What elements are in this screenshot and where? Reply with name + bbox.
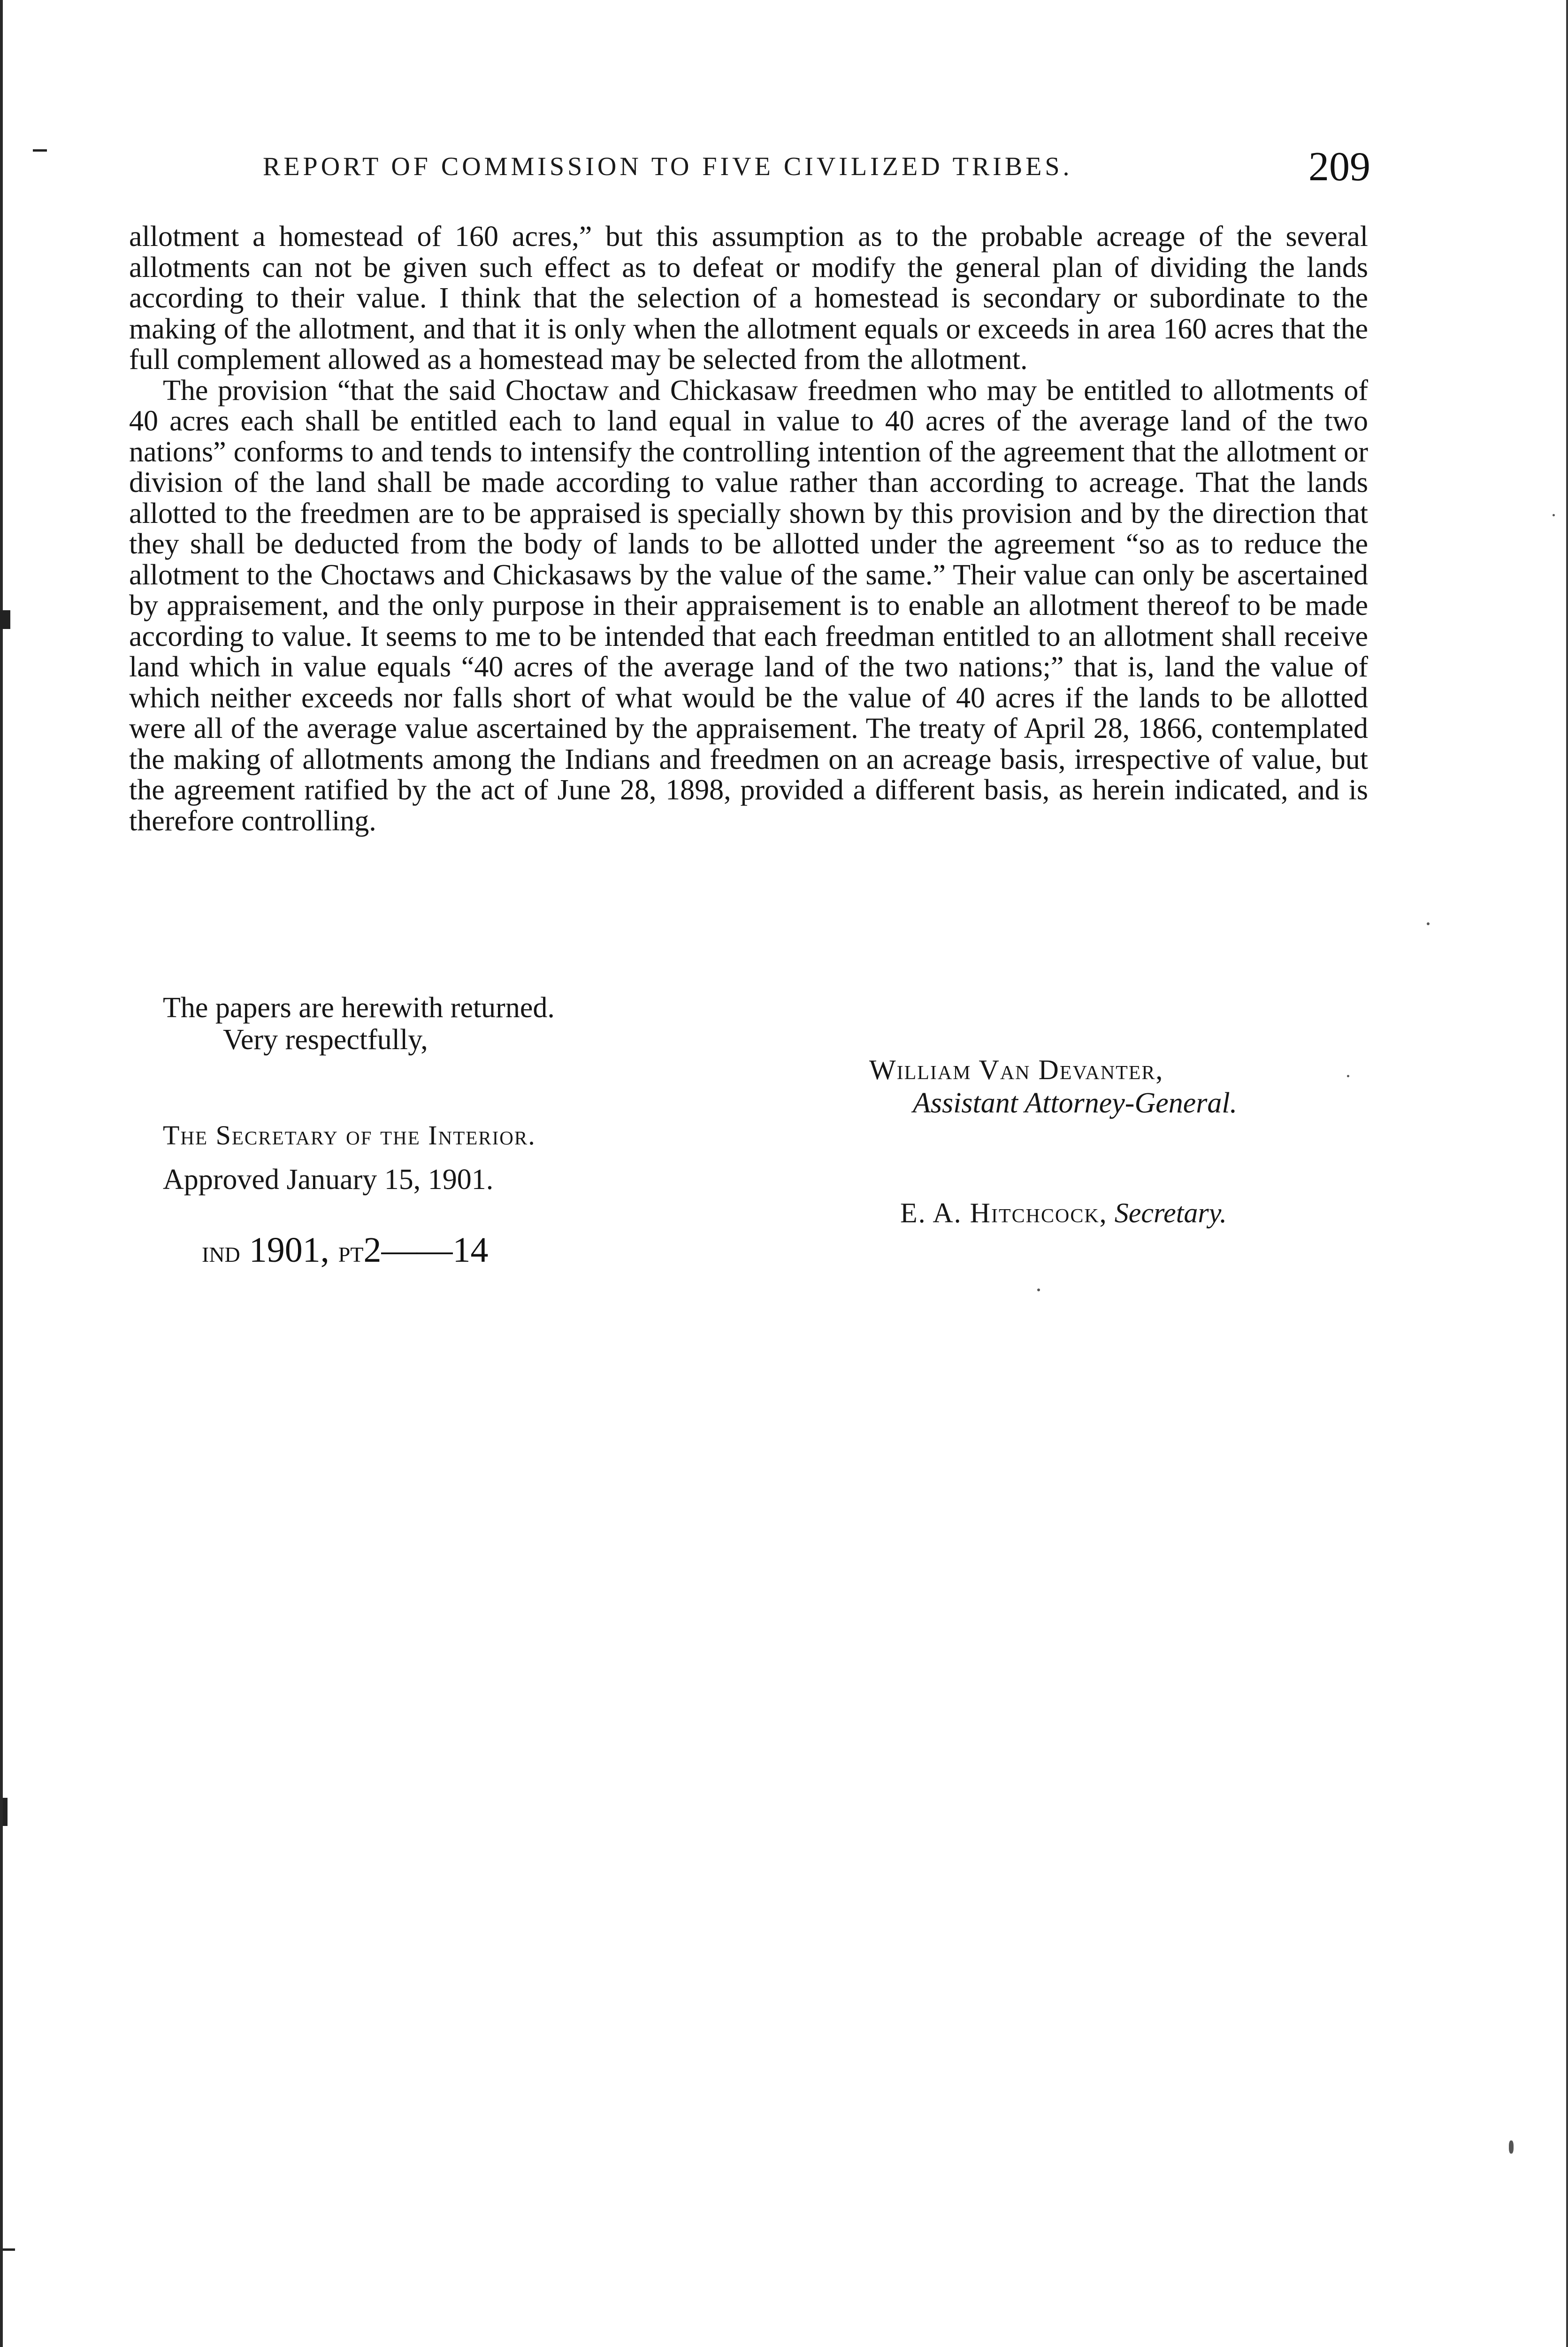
secretary-signature (900, 1197, 1227, 1229)
body-paragraph-1: allotment a homestead of 160 acres,” but this assumption as to the probable acreage of the several allotments can not be given such effect as to defeat or modify the general plan of dividing the lands according to their value. I think that the selection of a homestead is secondary or subordinate to the making of the allotment, and that it is only when the allotment equals or exceeds in area 160 acres that the full complement allowed as a homestead may be selected from the allotment. (129, 221, 1368, 376)
closing-respectfully: Very respectfully, (223, 1024, 428, 1056)
signatory-name: William Van Devanter, (869, 1054, 1164, 1085)
scan-speck-5 (1509, 2140, 1514, 2154)
secretary-name: E. A. Hitchcock, (900, 1197, 1108, 1228)
running-title: REPORT OF COMMISSION TO FIVE CIVILIZED TRIBES. (263, 152, 1073, 181)
closing-returned: The papers are herewith returned. (163, 992, 555, 1024)
scan-mark-top-left (33, 149, 47, 152)
scan-mark-left-1 (0, 610, 10, 629)
scan-speck-4 (1347, 1075, 1349, 1077)
secretary-title: Secretary. (1114, 1197, 1227, 1228)
signature-mark-prefix: ind (202, 1235, 240, 1269)
scan-speck-2 (1427, 922, 1430, 925)
addressee: The Secretary of the Interior. (163, 1120, 536, 1150)
signatory-title: Assistant Attorney-General. (913, 1087, 1238, 1119)
body-text (129, 222, 1368, 836)
signature-mark-part-value: 2——14 (363, 1230, 489, 1270)
scan-speck-3 (1037, 1289, 1040, 1291)
scan-mark-left-2 (3, 1798, 8, 1826)
scan-left-edge (0, 0, 3, 2347)
scan-speck-1 (1553, 514, 1555, 516)
running-head (131, 143, 1370, 190)
body-paragraph-2: The provision “that the said Choctaw and Chickasaw freedmen who may be entitled to allotments of 40 acres each shall be entitled each to land equal in value to 40 acres of the average land of the two nations” conforms to and tends to intensify the controlling intention of the agreement that the allotment or division of the land shall be made according to value rather than according to acreage. That the lands allotted to the freedmen are to be appraised is specially shown by this provision and by the direction that they shall be deducted from the body of lands to be allotted under the agreement “so as to reduce the allotment to the Choctaws and Chickasaws by the value of the same.” Their value can only be ascertained by appraisement, and the only purpose in their appraisement is to enable an allotment thereof to be made according to value. It seems to me to be intended that each freedman entitled to an allotment shall receive land which in value equals “40 acres of the average land of the two nations;” that is, land the value of which neither exceeds nor falls short of what would be the value of 40 acres if the lands to be allotted were all of the average value ascertained by the appraisement. The treaty of April 28, 1866, contemplated the making of allotments among the Indians and freedmen on an acreage basis, irrespective of value, but the agreement ratified by the act of June 28, 1898, provided a different basis, as herein indicated, and is therefore controlling. (129, 374, 1368, 837)
printer-signature-mark (202, 1230, 488, 1271)
signature-mark-year: 1901, (249, 1230, 329, 1270)
scan-right-edge (1566, 0, 1568, 2347)
scan-mark-left-3 (3, 2248, 15, 2251)
approval-date: Approved January 15, 1901. (163, 1164, 494, 1196)
signature-mark-part-label: pt (338, 1235, 364, 1269)
page-number: 209 (1308, 144, 1370, 190)
